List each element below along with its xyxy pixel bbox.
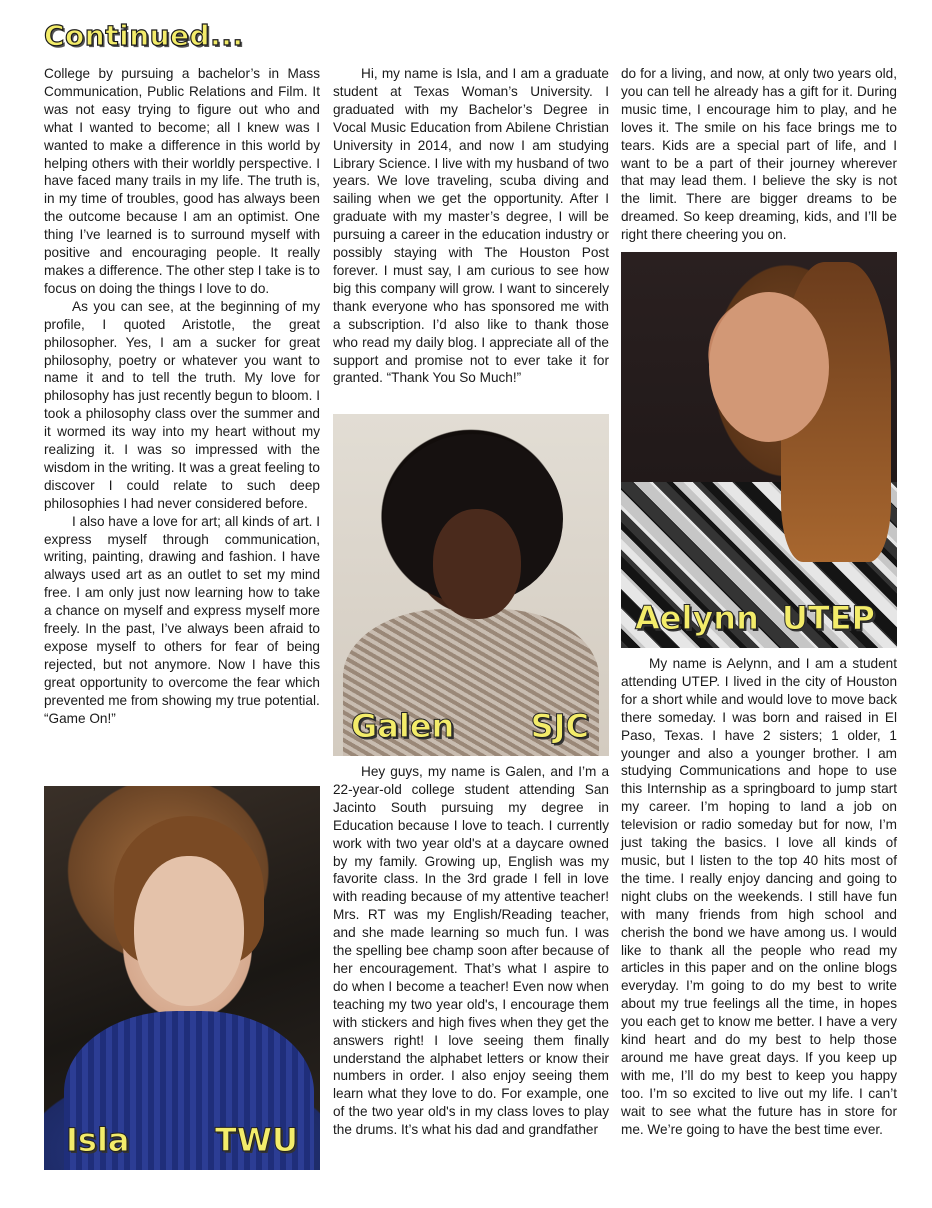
isla-photo <box>44 786 320 1170</box>
photo-face-shape <box>433 509 521 619</box>
paragraph: Hi, my name is Isla, and I am a graduate student at Texas Woman’s University. I graduated with my Bachelor’s Degree in Vocal Music Education from Abilene Christian University in 2014, and now I am studying Library Science. I live with my husband of two years. We love traveling, scuba diving and sailing when we get the opportunity. After I graduate with my master’s degree, I will be pursuing a career in the education industry or possibly staying with The Houston Post forever. I must say, I am curious to see how big this company will grow. I want to sincerely thank everyone who has sponsored me with a subscription. I’d also like to thank those who read my daily blog. I appreciate all of the support and promise not to ever take it for granted. “Thank You So Much!” <box>333 66 609 386</box>
closing-quote: “Game On!” <box>44 710 116 726</box>
column-2-lower-text <box>333 763 609 1139</box>
paragraph: College by pursuing a bachelor’s in Mass Communication, Public Relations and Film. It was not easy trying to figure out who and what I wanted to become; all I knew was I wanted to make a difference in this world by helping others with their worldly perspective. I have faced many trails in my life. The truth is, in my time of troubles, good has always been the outcome because I am an optimist. One thing I’ve learned is to surround myself with positive and encouraging people. It really makes a difference. The other step I take is to focus on doing the things I love to do. <box>44 66 320 296</box>
paragraph: Hey guys, my name is Galen, and I’m a 22-year-old college student attending San Jacinto South pursuing my degree in Education because I love to teach. I currently work with two year old's at a daycare owned by my family. Growing up, English was my favorite class. In the 3rd grade I fell in love with reading because of my attentive teacher! Mrs. RT was my English/Reading teacher, and she made learning so much fun. I was the spelling bee champ soon after because of her encouragement. That’s what I aspire to do when I become a teacher! Even now when teaching my two year old's, I encourage them with stickers and high fives when they get the answers right! I love seeing them finally understand the alphabet letters or know their numbers in order. I also enjoy seeing them learn what they love to do. For example, one of the two year old's in my class loves to play the drums. It’s what his dad and grandfather <box>333 764 609 1138</box>
photo-face-shape <box>134 856 244 1006</box>
paragraph: As you can see, at the beginning of my profile, I quoted Aristotle, the great philosopher. Yes, I am a sucker for great philosophy, poetry or whatever you want to name it and to tell the truth. My love for philosophy has just recently begun to bloom. I took a philosophy class over the summer and it wormed its way into my heart without my realizing it. I was so impressed with the wisdom in the writing. It was a great feeling to discover I could relate to such deep philosophies I had never considered before. <box>44 298 320 511</box>
column-3-text <box>621 65 897 244</box>
aelynn-school-caption: UTEP <box>781 599 875 637</box>
paragraph: My name is Aelynn, and I am a student attending UTEP. I lived in the city of Houston for a short while and would love to move back there someday. I was born and raised in El Paso, Texas. I have 2 sisters; 1 older, 1 younger and also a younger brother. I am studying Communications and hope to use this Internship as a springboard to jump start my career. I’m hoping to land a job on television or radio someday but for now, I’m just taking the basics. I love all kinds of music, but I listen to the top 40 hits most of the time. I really enjoy dancing and going to night clubs on the weekends. I still have fun with many friends from high school and cherish the bond we have among us. I would like to thank all the people who read my articles in this paper and on the online blogs everyday. I’m going to do my best to write about my true feelings all the time, in hopes you each get to know me better. I have a very kind heart and do my best to help those around me have great days. If you keep up with me, I’ll do my best to keep you happy too. I’m so excited to live out my life. I can’t wait to see what the future has in store for me. We’re going to have the best time ever. <box>621 656 897 1137</box>
column-2-text <box>333 65 609 387</box>
galen-photo <box>333 414 609 756</box>
paragraph: I also have a love for art; all kinds of art. I express myself through communication, writing, painting, drawing and fashion. I have always used art as an outlet to set my mind free. I am only just now learning how to take a chance on myself and express myself more freely. In the past, I’ve always been afraid to expose myself to others for fear of being rejected, but not anymore. Now I have this great opportunity to overcome the fear which prevented me from showing my true potential. <box>44 513 320 708</box>
galen-school-caption: SJC <box>530 707 589 745</box>
column-1-text <box>44 65 320 728</box>
paragraph: do for a living, and now, at only two years old, you can tell he already has a gift for it. During music time, I encourage him to play, and he loves it. The smile on his face brings me to tears. Kids are a special part of life, and I want to be a part of their journey wherever that may lead them. I believe the sky is not the limit. There are bigger dreams to be dreamed. So keep dreaming, kids, and I’ll be right there cheering you on. <box>621 66 897 243</box>
aelynn-name-caption: Aelynn <box>635 599 759 637</box>
isla-name-caption: Isla <box>66 1121 130 1159</box>
photo-face-shape <box>709 292 829 442</box>
isla-school-caption: TWU <box>214 1121 298 1159</box>
page-heading: Continued... <box>44 19 244 52</box>
galen-name-caption: Galen <box>351 707 455 745</box>
column-3-lower-text <box>621 655 897 1138</box>
aelynn-photo <box>621 252 897 648</box>
